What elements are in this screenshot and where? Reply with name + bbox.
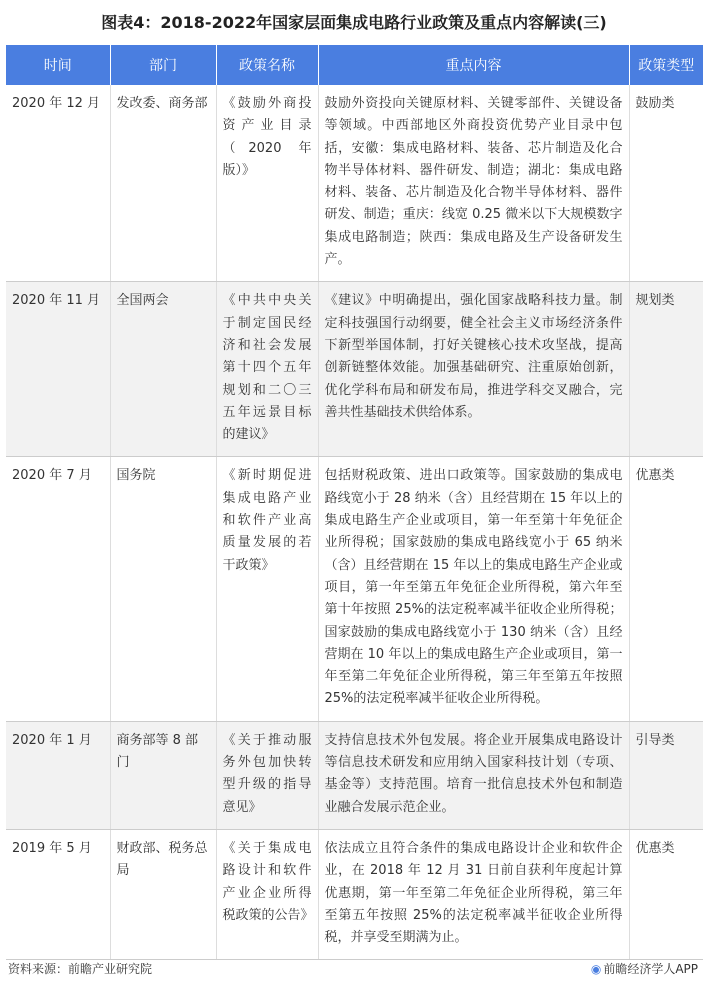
footer bbox=[8, 958, 698, 980]
cell-policy: 《鼓励外商投资产业目录（2020 年版）》 bbox=[216, 85, 318, 282]
cell-dept: 财政部、税务总局 bbox=[110, 829, 216, 959]
cell-policy: 《新时期促进集成电路产业和软件产业高质量发展的若干政策》 bbox=[216, 457, 318, 721]
cell-policy: 《关于集成电路设计和软件产业企业所得税政策的公告》 bbox=[216, 829, 318, 959]
cell-type: 优惠类 bbox=[629, 457, 703, 721]
cell-type: 引导类 bbox=[629, 721, 703, 829]
cell-type: 规划类 bbox=[629, 282, 703, 457]
header-time: 时间 bbox=[6, 45, 110, 85]
brand-label bbox=[591, 958, 698, 980]
cell-time: 2020 年 7 月 bbox=[6, 457, 110, 721]
header-dept: 部门 bbox=[110, 45, 216, 85]
cell-content: 包括财税政策、进出口政策等。国家鼓励的集成电路线宽小于 28 纳米（含）且经营期在 15 年以上的集成电路生产企业或项目，第一年至第十年免征企业所得税；国家鼓励的集成电路线宽小于 65 纳米（含）且经营期在 15 年以上的集成电路生产企业或项目，第一年至第五年免征企业所得税，第六年至第十年按照 25%的法定税率减半征收企业所得税；国家鼓励的集成电路线宽小于 130 纳米（含）且经营期在 10 年以上的集成电路生产企业或项目，第一年至第二年免征企业所得税，第三年至第五年按照 25%的法定税率减半征收企业所得税。 bbox=[318, 457, 629, 721]
cell-time: 2020 年 1 月 bbox=[6, 721, 110, 829]
cell-dept: 发改委、商务部 bbox=[110, 85, 216, 282]
header-policy: 政策名称 bbox=[216, 45, 318, 85]
cell-content: 依法成立且符合条件的集成电路设计企业和软件企业，在 2018 年 12 月 31 日前自获利年度起计算优惠期，第一年至第二年免征企业所得税，第三年至第五年按照 25%的法定税率减半征收企业所得税，并享受至期满为止。 bbox=[318, 829, 629, 959]
policy-table bbox=[6, 45, 703, 960]
table-row bbox=[6, 282, 703, 457]
table-row bbox=[6, 457, 703, 721]
brand-text: 前瞻经济学人APP bbox=[603, 962, 698, 976]
chart-title: 图表4：2018-2022年国家层面集成电路行业政策及重点内容解读(三) bbox=[101, 13, 607, 32]
cell-dept: 国务院 bbox=[110, 457, 216, 721]
table-row bbox=[6, 829, 703, 959]
table-row bbox=[6, 721, 703, 829]
header-content: 重点内容 bbox=[318, 45, 629, 85]
cell-dept: 全国两会 bbox=[110, 282, 216, 457]
source-note: 资料来源：前瞻产业研究院 bbox=[8, 962, 153, 976]
cell-content: 支持信息技术外包发展。将企业开展集成电路设计等信息技术研发和应用纳入国家科技计划（专项、基金等）支持范围。培育一批信息技术外包和制造业融合发展示范企业。 bbox=[318, 721, 629, 829]
cell-time: 2020 年 11 月 bbox=[6, 282, 110, 457]
cell-policy: 《中共中央关于制定国民经济和社会发展第十四个五年规划和二〇三五年远景目标的建议》 bbox=[216, 282, 318, 457]
header-type: 政策类型 bbox=[629, 45, 703, 85]
cell-content: 鼓励外资投向关键原材料、关键零部件、关键设备等领域。中西部地区外商投资优势产业目录中包括，安徽：集成电路材料、装备、芯片制造及化合物半导体材料、器件研发、制造；湖北：集成电路材料、装备、芯片制造及化合物半导体材料、器件研发、制造；重庆：线宽 0.25 微米以下大规模数字集成电路制造；陕西：集成电路及生产设备研发生产。 bbox=[318, 85, 629, 282]
cell-time: 2019 年 5 月 bbox=[6, 829, 110, 959]
cell-type: 优惠类 bbox=[629, 829, 703, 959]
table-header-row bbox=[6, 45, 703, 85]
cell-content: 《建议》中明确提出，强化国家战略科技力量。制定科技强国行动纲要，健全社会主义市场经济条件下新型举国体制，打好关键核心技术攻坚战，提高创新链整体效能。加强基础研究、注重原始创新，优化学科布局和研发布局，推进学科交叉融合，完善共性基础技术供给体系。 bbox=[318, 282, 629, 457]
cell-type: 鼓励类 bbox=[629, 85, 703, 282]
cell-policy: 《关于推动服务外包加快转型升级的指导意见》 bbox=[216, 721, 318, 829]
brand-logo-icon: ◉ bbox=[590, 962, 602, 976]
table-row bbox=[6, 85, 703, 282]
cell-time: 2020 年 12 月 bbox=[6, 85, 110, 282]
cell-dept: 商务部等 8 部门 bbox=[110, 721, 216, 829]
